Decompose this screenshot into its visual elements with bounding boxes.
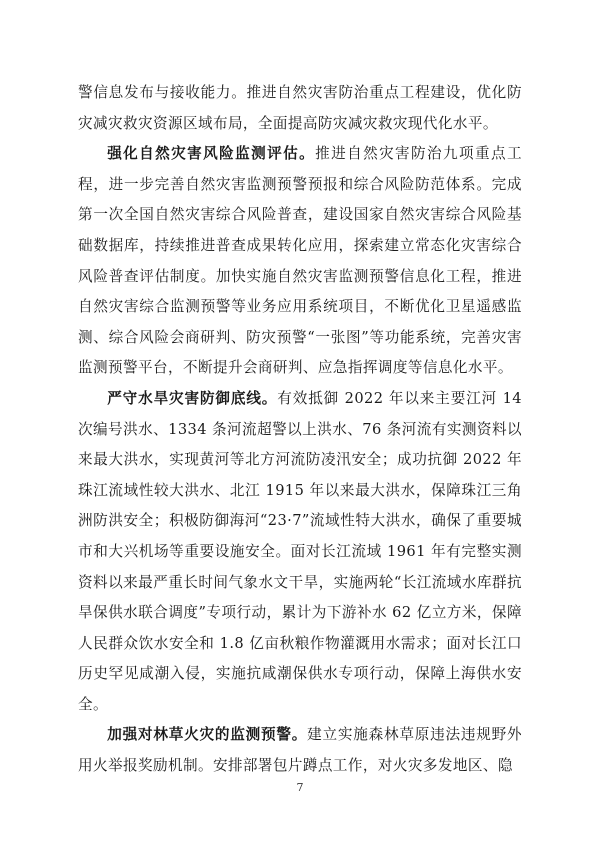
page-number: 7 (296, 781, 304, 794)
paragraph-forest-fire (78, 720, 522, 781)
paragraph-1 (78, 78, 522, 139)
paragraph-flood-drought-heading: 严守水旱灾害防御底线。 (107, 389, 278, 407)
paragraph-forest-fire-text: 建立实施森林草原违法违规野外用火举报奖励机制。安排部署包片蹲点工作，对火灾多发地区、隐 (78, 726, 522, 775)
document-body (78, 78, 522, 782)
paragraph-1-text: 警信息发布与接收能力。推进自然灾害防治重点工程建设，优化防灾减灾救灾资源区域布局，全面提高防灾减灾救灾现代化水平。 (78, 84, 522, 132)
paragraph-risk-monitoring-heading: 强化自然灾害风险监测评估。 (107, 145, 316, 163)
paragraph-risk-monitoring-text: 推进自然灾害防治九项重点工程，进一步完善自然灾害监测预警预报和综合风险防范体系。完成第一次全国自然灾害综合风险普查，建设国家自然灾害综合风险基础数据库，持续推进普查成果转化应用，探索建立常态化灾害综合风险普查评估制度。加快实施自然灾害监测预警信息化工程，推进自然灾害综合监测预警等业务应用系统项目，不断优化卫星遥感监测、综合风险会商研判、防灾预警“一张图”等功能系统，完善灾害监测预警平台，不断提升会商研判、应急指挥调度等信息化水平。 (78, 145, 522, 377)
paragraph-flood-drought (78, 384, 522, 721)
paragraph-forest-fire-heading: 加强对林草火灾的监测预警。 (107, 726, 308, 744)
paragraph-flood-drought-text: 有效抵御 2022 年以来主要江河 14 次编号洪水、1334 条河流超警以上洪水、76 条河流有实测资料以来最大洪水，实现黄河等北方河流防凌汛安全；成功抗御 2022 年珠江流域性较大洪水、北江 1915 年以来最大洪水，保障珠江三角洲防洪安全；积极防御海河“23·7”流域性特大洪水，确保了重要城市和大兴机场等重要设施安全。面对长江流域 1961 年有完整实测资料以来最严重长时间气象水文干旱，实施两轮“长江流域水库群抗旱保供水联合调度”专项行动，累计为下游补水 62 亿立方米，保障人民群众饮水安全和 1.8 亿亩秋粮作物灌溉用水需求；面对长江口历史罕见咸潮入侵，实施抗咸潮保供水专项行动，保障上海供水安全。 (78, 389, 522, 713)
paragraph-risk-monitoring (78, 139, 522, 384)
